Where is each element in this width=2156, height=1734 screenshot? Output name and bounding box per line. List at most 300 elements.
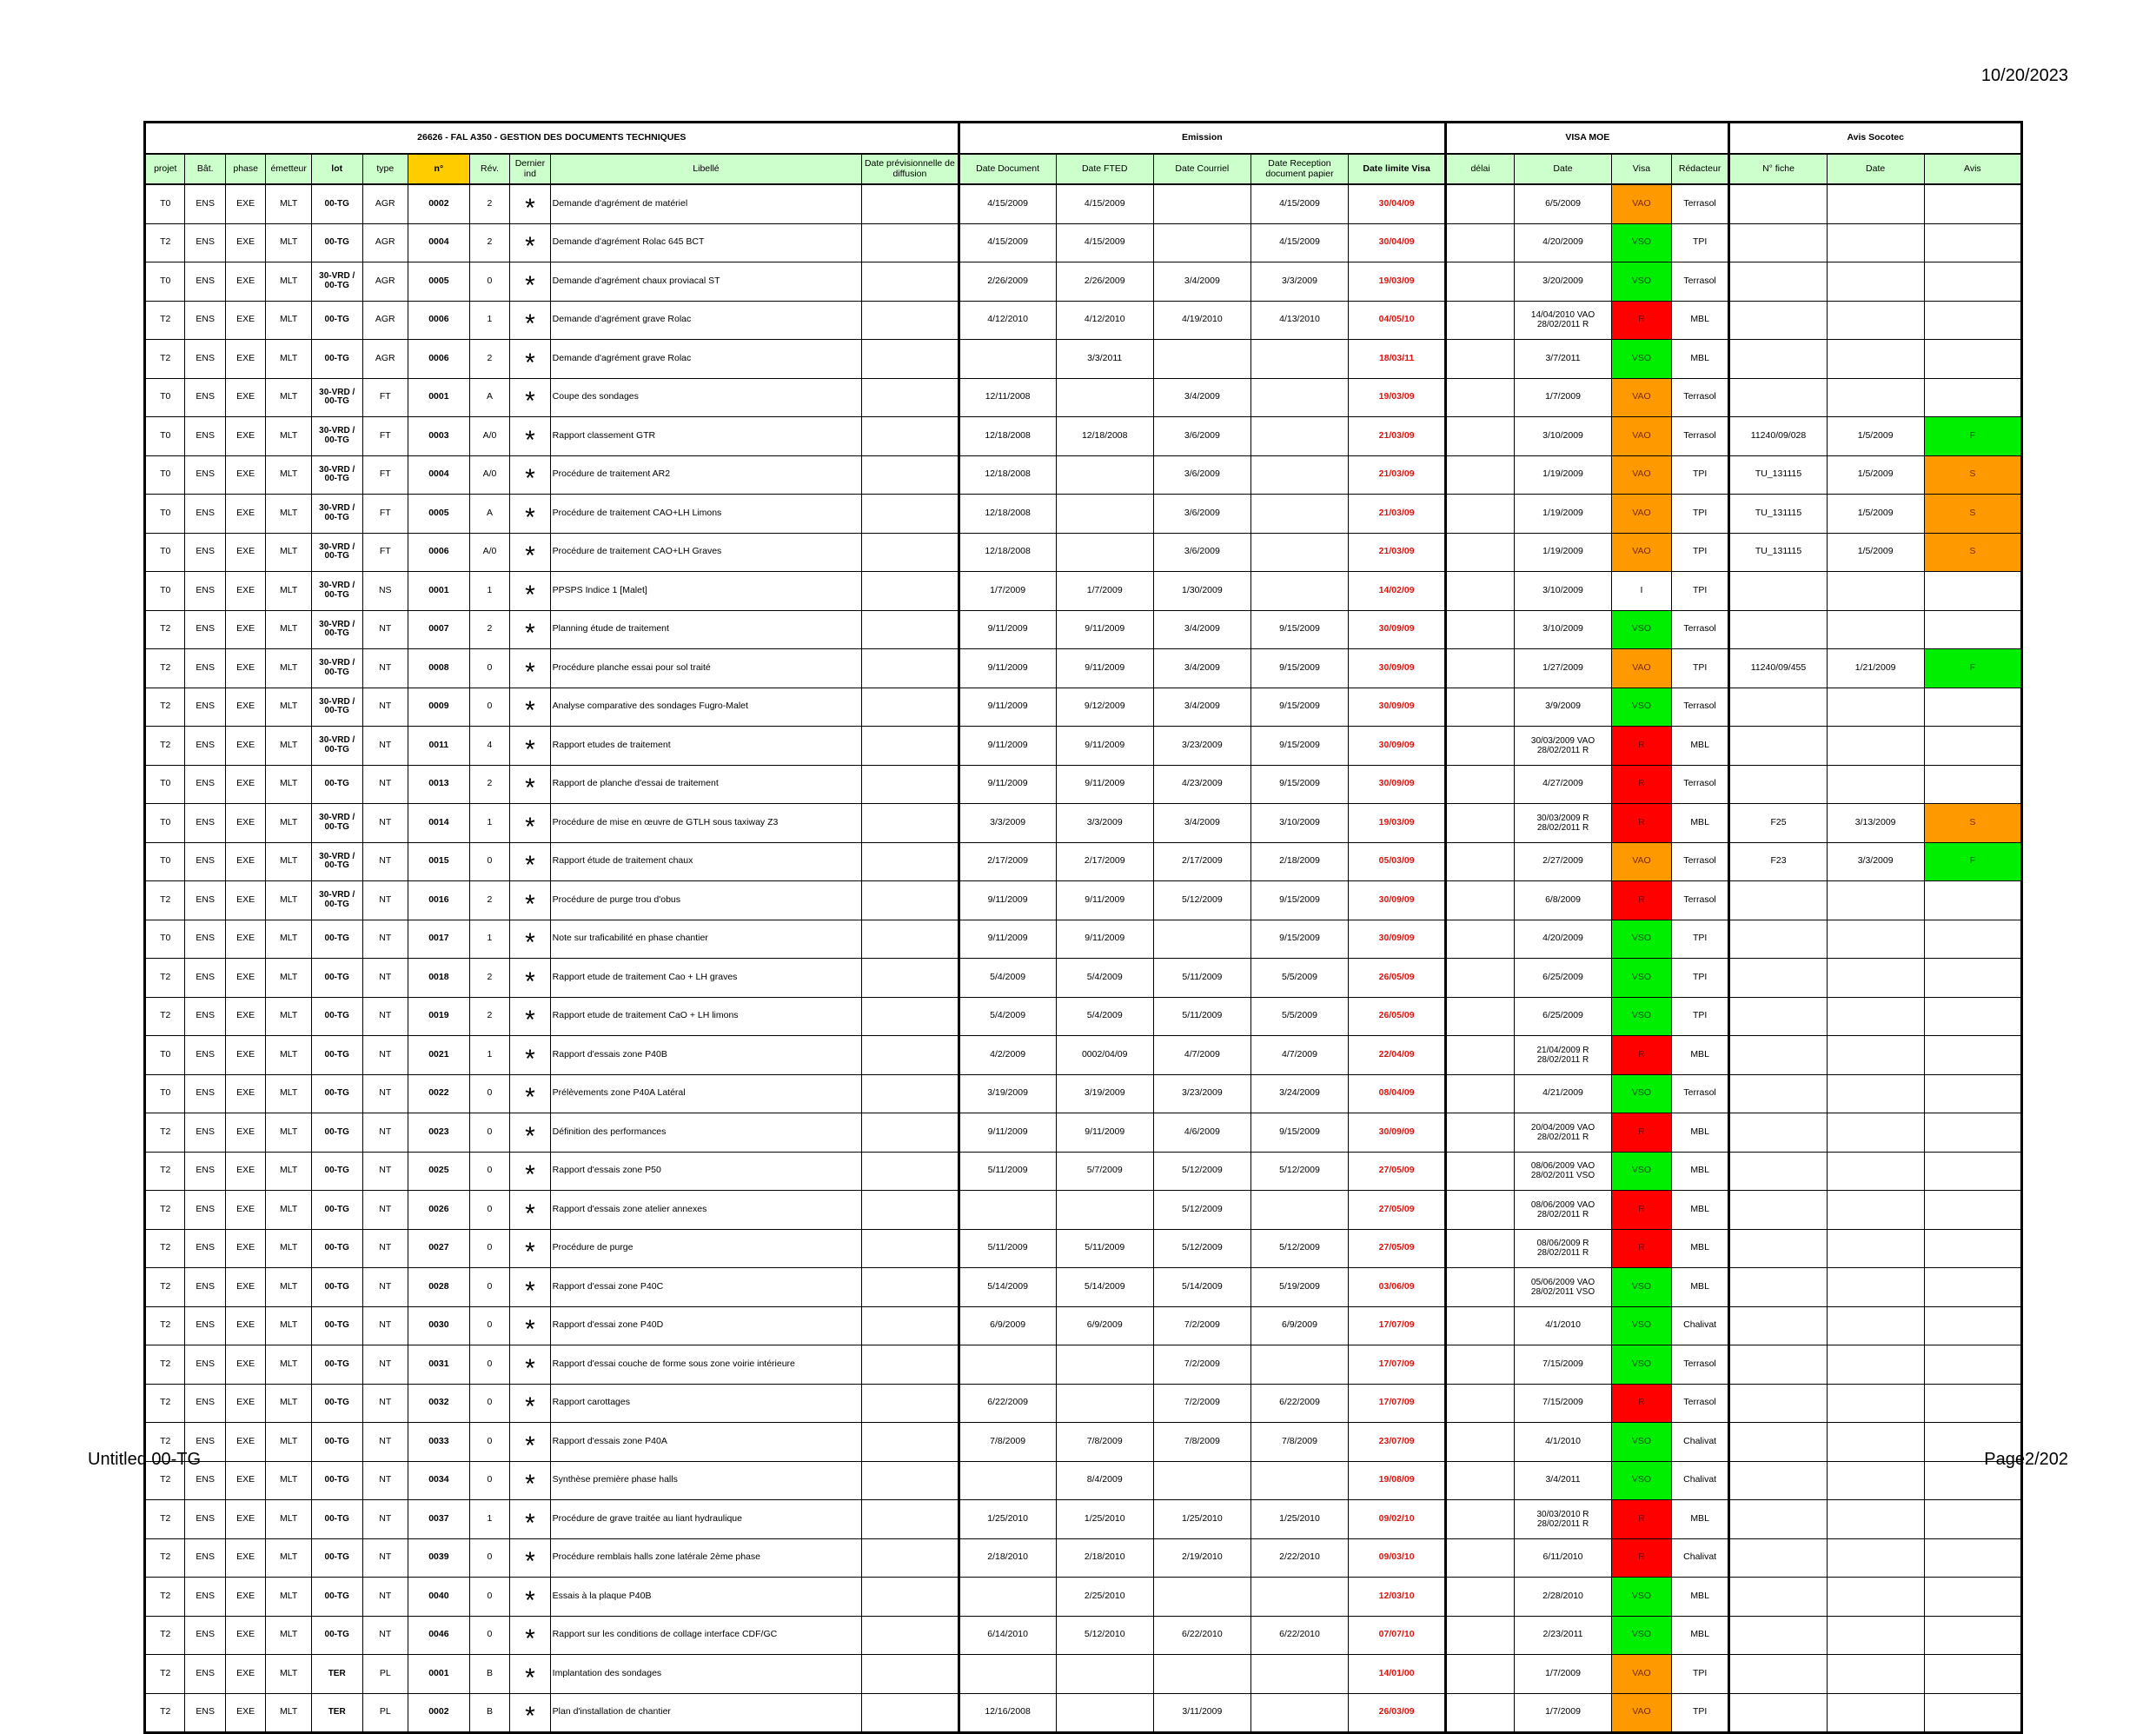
table-cell: MBL [1671, 301, 1729, 340]
table-cell: NT [362, 959, 408, 998]
table-cell: 5/11/2009 [1153, 959, 1250, 998]
table-cell [1924, 262, 2021, 302]
table-cell [1446, 765, 1515, 804]
table-cell: ENS [185, 1384, 225, 1423]
table-cell: MLT [266, 881, 312, 920]
table-cell: 6/22/2010 [1250, 1616, 1348, 1655]
table-cell [1729, 1693, 1827, 1733]
table-cell: MLT [266, 1461, 312, 1500]
table-cell: Terrasol [1671, 1384, 1729, 1423]
table-cell [1153, 1578, 1250, 1617]
latest-index-marker: * [510, 184, 550, 223]
table-cell: MBL [1671, 804, 1729, 843]
table-cell: Rapport sur les conditions de collage interface CDF/GC [550, 1616, 862, 1655]
table-cell [1446, 1191, 1515, 1230]
table-cell [1729, 1423, 1827, 1462]
latest-index-marker: * [510, 1306, 550, 1345]
table-cell: 9/15/2009 [1250, 765, 1348, 804]
visa-status-badge: R [1612, 765, 1672, 804]
table-cell [1827, 1461, 1924, 1500]
table-cell: 30-VRD / 00-TG [311, 572, 362, 611]
table-cell: 5/19/2009 [1250, 1268, 1348, 1307]
visa-status-badge: R [1612, 804, 1672, 843]
table-cell: 0 [469, 1345, 509, 1385]
table-cell: T0 [145, 765, 185, 804]
table-cell [959, 1655, 1056, 1694]
table-cell [1446, 959, 1515, 998]
table-cell: 12/18/2008 [959, 417, 1056, 456]
table-cell: AGR [362, 223, 408, 262]
table-cell: 0 [469, 1461, 509, 1500]
group-gestion: 26626 - FAL A350 - GESTION DES DOCUMENTS TECHNIQUES [145, 123, 959, 155]
table-cell: FT [362, 455, 408, 495]
table-cell: 30-VRD / 00-TG [311, 262, 362, 302]
table-row [145, 1384, 2022, 1423]
table-cell: A/0 [469, 455, 509, 495]
visa-status-badge: VSO [1612, 1074, 1672, 1113]
table-cell: NT [362, 1268, 408, 1307]
table-cell: NT [362, 1461, 408, 1500]
table-cell: TPI [1671, 533, 1729, 572]
table-cell: 26/05/09 [1349, 959, 1446, 998]
table-cell: EXE [225, 417, 265, 456]
table-cell: 4/12/2010 [1056, 301, 1153, 340]
column-header: type [362, 154, 408, 184]
table-cell: 9/15/2009 [1250, 881, 1348, 920]
table-cell [1924, 997, 2021, 1036]
latest-index-marker: * [510, 417, 550, 456]
column-header: projet [145, 154, 185, 184]
table-cell [1446, 804, 1515, 843]
table-cell: 2/27/2009 [1514, 842, 1611, 881]
table-cell [1729, 1655, 1827, 1694]
table-cell: MLT [266, 533, 312, 572]
table-cell: MLT [266, 495, 312, 534]
table-cell: 30/03/2010 R 28/02/2011 R [1514, 1500, 1611, 1539]
table-cell: Analyse comparative des sondages Fugro-Malet [550, 688, 862, 727]
table-cell: ENS [185, 223, 225, 262]
avis-status-badge: S [1924, 804, 2021, 843]
table-cell: ENS [185, 727, 225, 766]
table-cell: Terrasol [1671, 842, 1729, 881]
table-cell [959, 1461, 1056, 1500]
table-cell: 0015 [408, 842, 470, 881]
table-row [145, 455, 2022, 495]
column-header: délai [1446, 154, 1515, 184]
table-cell: 05/03/09 [1349, 842, 1446, 881]
table-cell: 0008 [408, 649, 470, 688]
table-cell [862, 804, 959, 843]
visa-status-badge: VSO [1612, 1616, 1672, 1655]
table-cell: 00-TG [311, 1152, 362, 1191]
table-cell: Demande d'agrément grave Rolac [550, 340, 862, 379]
table-cell [1250, 495, 1348, 534]
table-cell: NT [362, 842, 408, 881]
table-cell [1446, 842, 1515, 881]
table-cell [1729, 1500, 1827, 1539]
table-cell: 0006 [408, 301, 470, 340]
table-cell [959, 1345, 1056, 1385]
table-cell [1924, 727, 2021, 766]
table-cell: 1 [469, 1500, 509, 1539]
table-cell: T2 [145, 1655, 185, 1694]
table-cell: MLT [266, 262, 312, 302]
table-cell: 2/26/2009 [1056, 262, 1153, 302]
table-cell: MLT [266, 1229, 312, 1268]
table-cell: T0 [145, 804, 185, 843]
table-cell [1827, 1074, 1924, 1113]
table-cell: T2 [145, 1384, 185, 1423]
table-cell: MLT [266, 1500, 312, 1539]
table-cell [1924, 1152, 2021, 1191]
table-cell: 4/13/2010 [1250, 301, 1348, 340]
table-cell: Procédure de purge [550, 1229, 862, 1268]
table-cell [959, 340, 1056, 379]
table-cell [862, 417, 959, 456]
table-cell [1446, 533, 1515, 572]
table-cell: MBL [1671, 1036, 1729, 1075]
table-cell: NT [362, 997, 408, 1036]
table-cell: 0003 [408, 417, 470, 456]
table-cell: 21/03/09 [1349, 495, 1446, 534]
table-cell: ENS [185, 1693, 225, 1733]
latest-index-marker: * [510, 649, 550, 688]
table-cell: 6/9/2009 [1250, 1306, 1348, 1345]
table-cell [1446, 881, 1515, 920]
table-cell: 2/18/2010 [959, 1538, 1056, 1578]
table-cell [1729, 1306, 1827, 1345]
table-cell: Demande d'agrément Rolac 645 BCT [550, 223, 862, 262]
visa-status-badge: VSO [1612, 920, 1672, 959]
table-cell: 14/01/00 [1349, 1655, 1446, 1694]
table-cell [1446, 1500, 1515, 1539]
table-cell: 4/7/2009 [1153, 1036, 1250, 1075]
table-cell: 0009 [408, 688, 470, 727]
table-cell: A/0 [469, 417, 509, 456]
table-cell [1446, 1036, 1515, 1075]
table-cell: ENS [185, 804, 225, 843]
table-cell: 11240/09/028 [1729, 417, 1827, 456]
table-cell [1924, 1191, 2021, 1230]
table-cell: 9/11/2009 [959, 688, 1056, 727]
table-cell: Procédure planche essai pour sol traité [550, 649, 862, 688]
table-cell: 0 [469, 688, 509, 727]
table-cell: 5/12/2009 [1250, 1229, 1348, 1268]
table-cell: 0032 [408, 1384, 470, 1423]
table-cell: EXE [225, 1693, 265, 1733]
group-header-row [145, 123, 2022, 155]
table-cell: 30/09/09 [1349, 920, 1446, 959]
table-cell: MLT [266, 765, 312, 804]
table-cell: ENS [185, 1268, 225, 1307]
column-header: Date prévisionnelle de diffusion [862, 154, 959, 184]
table-cell: 12/18/2008 [959, 455, 1056, 495]
table-cell: 9/11/2009 [959, 765, 1056, 804]
table-cell: 09/03/10 [1349, 1538, 1446, 1578]
table-cell [1827, 1036, 1924, 1075]
table-cell: TPI [1671, 572, 1729, 611]
table-cell: 3/6/2009 [1153, 495, 1250, 534]
table-row [145, 727, 2022, 766]
table-cell: 30/09/09 [1349, 1113, 1446, 1153]
table-cell: 1/25/2010 [1056, 1500, 1153, 1539]
table-cell: Définition des performances [550, 1113, 862, 1153]
table-cell: NT [362, 1616, 408, 1655]
table-cell [1924, 301, 2021, 340]
table-cell: 0026 [408, 1191, 470, 1230]
table-cell: 30/09/09 [1349, 688, 1446, 727]
table-cell: MLT [266, 1693, 312, 1733]
table-cell [1446, 495, 1515, 534]
table-cell: ENS [185, 1616, 225, 1655]
table-cell: TER [311, 1693, 362, 1733]
table-cell [1446, 649, 1515, 688]
table-cell [862, 1616, 959, 1655]
table-cell [862, 1538, 959, 1578]
table-cell: EXE [225, 1152, 265, 1191]
table-cell: Essais à la plaque P40B [550, 1578, 862, 1617]
table-cell: 0 [469, 1578, 509, 1617]
table-cell: 12/11/2008 [959, 378, 1056, 417]
table-cell: 9/15/2009 [1250, 688, 1348, 727]
table-cell: 19/08/09 [1349, 1461, 1446, 1500]
table-cell: 18/03/11 [1349, 340, 1446, 379]
table-cell: 3/6/2009 [1153, 455, 1250, 495]
table-cell: 17/07/09 [1349, 1384, 1446, 1423]
table-cell [1446, 1655, 1515, 1694]
table-cell: 0001 [408, 378, 470, 417]
table-cell [862, 572, 959, 611]
table-cell: EXE [225, 533, 265, 572]
table-cell: NT [362, 765, 408, 804]
table-cell [1446, 417, 1515, 456]
table-cell: Rapport d'essais zone P40B [550, 1036, 862, 1075]
table-cell: Rapport d'essai zone P40D [550, 1306, 862, 1345]
table-row [145, 378, 2022, 417]
table-cell: 5/4/2009 [959, 959, 1056, 998]
table-cell: 4/20/2009 [1514, 223, 1611, 262]
table-cell: 1/5/2009 [1827, 495, 1924, 534]
table-cell: 30-VRD / 00-TG [311, 881, 362, 920]
table-cell [1056, 378, 1153, 417]
visa-status-badge: R [1612, 1113, 1672, 1153]
table-cell: 00-TG [311, 1074, 362, 1113]
table-cell: EXE [225, 301, 265, 340]
table-cell [1446, 1538, 1515, 1578]
table-cell: 5/4/2009 [959, 997, 1056, 1036]
table-cell: 5/11/2009 [959, 1229, 1056, 1268]
table-cell: 04/05/10 [1349, 301, 1446, 340]
table-cell [1827, 223, 1924, 262]
table-cell: EXE [225, 1616, 265, 1655]
table-cell: 2 [469, 223, 509, 262]
table-cell: 4/1/2010 [1514, 1423, 1611, 1462]
latest-index-marker: * [510, 340, 550, 379]
table-cell [1924, 1113, 2021, 1153]
table-cell [1924, 1036, 2021, 1075]
table-cell: 07/07/10 [1349, 1616, 1446, 1655]
table-cell: AGR [362, 301, 408, 340]
table-cell: Terrasol [1671, 688, 1729, 727]
latest-index-marker: * [510, 1616, 550, 1655]
table-cell [862, 1578, 959, 1617]
table-row [145, 1152, 2022, 1191]
table-cell: EXE [225, 959, 265, 998]
latest-index-marker: * [510, 1152, 550, 1191]
column-header: N° fiche [1729, 154, 1827, 184]
table-cell [1827, 1384, 1924, 1423]
table-cell: 0046 [408, 1616, 470, 1655]
table-cell: 1 [469, 804, 509, 843]
table-cell [1924, 765, 2021, 804]
table-cell [862, 997, 959, 1036]
table-cell [1827, 997, 1924, 1036]
table-cell: 2 [469, 765, 509, 804]
table-cell: 08/06/2009 VAO 28/02/2011 VSO [1514, 1152, 1611, 1191]
visa-status-badge: VAO [1612, 649, 1672, 688]
table-cell: ENS [185, 184, 225, 223]
table-cell: 22/04/09 [1349, 1036, 1446, 1075]
table-cell [862, 1268, 959, 1307]
table-cell: 1/25/2010 [1250, 1500, 1348, 1539]
table-cell: 30-VRD / 00-TG [311, 610, 362, 649]
table-cell: A [469, 378, 509, 417]
table-cell: 2 [469, 340, 509, 379]
table-cell [1827, 262, 1924, 302]
table-cell: ENS [185, 1306, 225, 1345]
table-cell [1446, 1229, 1515, 1268]
table-cell: 3/3/2009 [959, 804, 1056, 843]
column-header: Date limite Visa [1349, 154, 1446, 184]
visa-status-badge: R [1612, 1538, 1672, 1578]
table-cell [1153, 340, 1250, 379]
table-cell: 3/23/2009 [1153, 727, 1250, 766]
table-cell [1924, 1616, 2021, 1655]
table-cell: MBL [1671, 727, 1729, 766]
table-cell: EXE [225, 1500, 265, 1539]
table-cell: 0 [469, 1423, 509, 1462]
table-cell: 9/15/2009 [1250, 920, 1348, 959]
column-header: Avis [1924, 154, 2021, 184]
table-cell: EXE [225, 572, 265, 611]
table-cell [1250, 1461, 1348, 1500]
table-cell: T2 [145, 1538, 185, 1578]
table-cell [1250, 417, 1348, 456]
table-cell: Terrasol [1671, 765, 1729, 804]
table-cell: NT [362, 1036, 408, 1075]
table-cell: T0 [145, 455, 185, 495]
table-cell: TU_131115 [1729, 495, 1827, 534]
table-cell: EXE [225, 610, 265, 649]
table-cell [1827, 1500, 1924, 1539]
table-cell: NT [362, 1500, 408, 1539]
table-cell: TPI [1671, 1655, 1729, 1694]
visa-status-badge: R [1612, 1229, 1672, 1268]
table-cell: ENS [185, 1191, 225, 1230]
table-cell: ENS [185, 1500, 225, 1539]
table-cell [1446, 1268, 1515, 1307]
table-cell [1729, 1229, 1827, 1268]
table-cell: ENS [185, 688, 225, 727]
table-cell [1924, 1345, 2021, 1385]
table-cell: EXE [225, 1461, 265, 1500]
table-cell: 3/4/2009 [1153, 649, 1250, 688]
table-cell: 00-TG [311, 1616, 362, 1655]
table-cell: ENS [185, 610, 225, 649]
table-cell: 2/23/2011 [1514, 1616, 1611, 1655]
table-cell: 30-VRD / 00-TG [311, 378, 362, 417]
table-cell: T2 [145, 1268, 185, 1307]
table-cell: 0 [469, 1538, 509, 1578]
table-cell: EXE [225, 1578, 265, 1617]
table-cell: EXE [225, 727, 265, 766]
table-row [145, 223, 2022, 262]
table-cell: MBL [1671, 1229, 1729, 1268]
table-cell: ENS [185, 959, 225, 998]
table-cell [862, 223, 959, 262]
table-cell: 6/9/2009 [1056, 1306, 1153, 1345]
table-cell: 7/2/2009 [1153, 1345, 1250, 1385]
table-cell: EXE [225, 1384, 265, 1423]
table-cell [1827, 1268, 1924, 1307]
table-cell: A/0 [469, 533, 509, 572]
table-cell: Coupe des sondages [550, 378, 862, 417]
table-cell: 7/8/2009 [1250, 1423, 1348, 1462]
latest-index-marker: * [510, 1461, 550, 1500]
visa-status-badge: R [1612, 727, 1672, 766]
table-cell: 1/27/2009 [1514, 649, 1611, 688]
table-cell: 12/18/2008 [1056, 417, 1153, 456]
visa-status-badge: VSO [1612, 1268, 1672, 1307]
table-cell: 9/12/2009 [1056, 688, 1153, 727]
table-cell: 00-TG [311, 959, 362, 998]
table-cell: MLT [266, 842, 312, 881]
table-cell: AGR [362, 262, 408, 302]
table-cell: NT [362, 1578, 408, 1617]
table-cell: 0 [469, 1268, 509, 1307]
group-emission: Emission [959, 123, 1446, 155]
table-cell: 9/11/2009 [1056, 1113, 1153, 1153]
table-cell [1827, 1578, 1924, 1617]
table-cell: 0031 [408, 1345, 470, 1385]
print-date: 10/20/2023 [1980, 66, 2068, 85]
table-cell: 3/11/2009 [1153, 1693, 1250, 1733]
table-cell: 00-TG [311, 1538, 362, 1578]
table-cell [862, 495, 959, 534]
table-cell: NT [362, 727, 408, 766]
table-cell [1446, 1384, 1515, 1423]
table-cell [1250, 1693, 1348, 1733]
table-cell: NT [362, 1538, 408, 1578]
table-cell: MLT [266, 1423, 312, 1462]
table-cell: 0002 [408, 1693, 470, 1733]
table-cell: 0004 [408, 223, 470, 262]
table-cell [1729, 727, 1827, 766]
table-cell: 8/4/2009 [1056, 1461, 1153, 1500]
table-cell: T2 [145, 997, 185, 1036]
table-cell [1250, 378, 1348, 417]
table-row [145, 1500, 2022, 1539]
table-cell [1153, 1655, 1250, 1694]
table-cell: 5/12/2009 [1153, 881, 1250, 920]
table-cell [1446, 1306, 1515, 1345]
table-row [145, 1229, 2022, 1268]
table-cell [862, 533, 959, 572]
avis-status-badge: F [1924, 649, 2021, 688]
table-cell [1827, 301, 1924, 340]
latest-index-marker: * [510, 495, 550, 534]
table-cell: 4/15/2009 [1056, 184, 1153, 223]
